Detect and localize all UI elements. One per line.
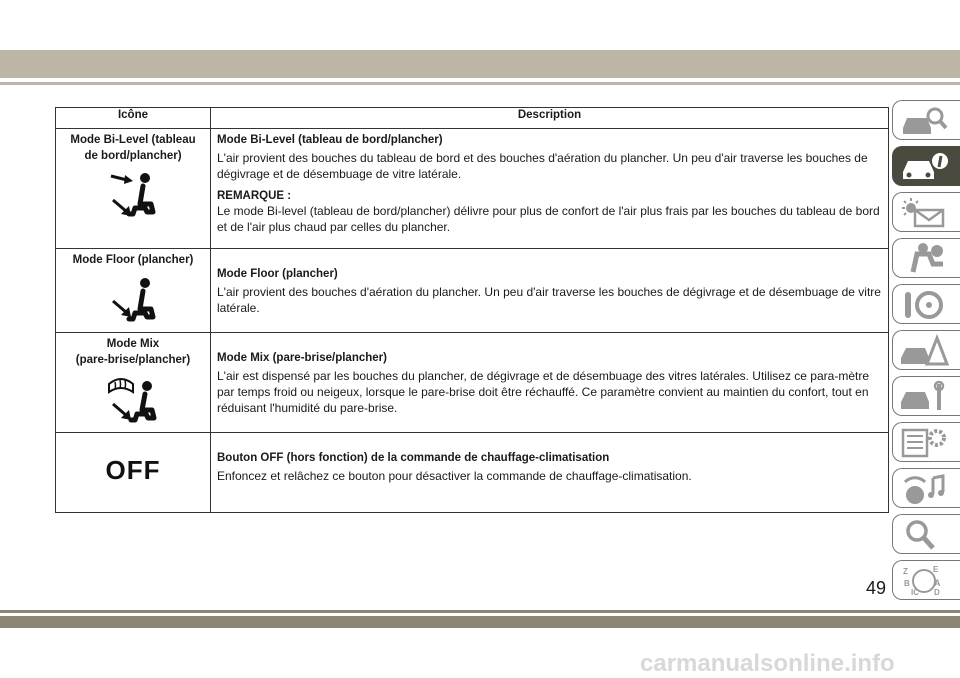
row-title: Bouton OFF (hors fonction) de la commande de chauffage-climatisation bbox=[217, 452, 610, 464]
floor-airflow-icon bbox=[107, 275, 159, 327]
index-letters-icon bbox=[899, 564, 949, 598]
svg-text:E: E bbox=[933, 565, 939, 574]
icon-cell bbox=[56, 433, 211, 513]
media-nav-icon bbox=[899, 472, 949, 506]
note-text: Le mode Bi-level (tableau de bord/plancher) délivre pour plus de confort de l'air plus frais par les bouches du tableau de bord et de l'air plus chaud par celles du plancher. bbox=[217, 204, 880, 234]
row-label: Mode Floor (plancher) bbox=[72, 254, 194, 266]
svg-text:D: D bbox=[934, 588, 940, 597]
watermark: carmanualsonline.info bbox=[640, 650, 895, 677]
mix-airflow-icon bbox=[107, 374, 159, 426]
description-cell bbox=[211, 433, 889, 513]
table-row bbox=[56, 249, 889, 333]
bottom-decor-line bbox=[0, 610, 960, 613]
page-number: 49 bbox=[866, 578, 887, 598]
tab-index[interactable] bbox=[892, 560, 960, 600]
top-decor-line bbox=[0, 82, 960, 85]
icon-cell bbox=[56, 333, 211, 433]
description-cell bbox=[211, 249, 889, 333]
row-label: de bord/plancher) bbox=[84, 149, 182, 162]
row-text: L'air provient des bouches du tableau de bord et des bouches d'aération du plancher. Un peu d'air traverse les bouches de dégivrage et de désembuage de vitre latérale. bbox=[217, 151, 868, 181]
row-text: Enfoncez et relâchez ce bouton pour désactiver la commande de chauffage-climatisation. bbox=[217, 469, 692, 484]
bi-level-airflow-icon bbox=[107, 170, 159, 222]
description-cell bbox=[211, 333, 889, 433]
tab-specs[interactable] bbox=[892, 422, 960, 462]
row-title: Mode Mix (pare-brise/plancher) bbox=[217, 352, 387, 364]
icon-cell bbox=[56, 249, 211, 333]
table-row bbox=[56, 433, 889, 513]
tab-seat-airbag[interactable] bbox=[892, 238, 960, 278]
row-title: Mode Floor (plancher) bbox=[217, 268, 338, 280]
tab-car-search[interactable] bbox=[892, 100, 960, 140]
seat-airbag-icon bbox=[899, 242, 949, 276]
tab-steering[interactable] bbox=[892, 284, 960, 324]
tab-warning-lights[interactable] bbox=[892, 192, 960, 232]
car-tools-icon bbox=[899, 380, 949, 414]
row-title: Mode Bi-Level (tableau de bord/plancher) bbox=[217, 134, 443, 146]
steering-wheel-key-icon bbox=[899, 288, 949, 322]
top-decor-band bbox=[0, 50, 960, 78]
table-row bbox=[56, 333, 889, 433]
svg-text:Z: Z bbox=[903, 567, 908, 576]
svg-text:B: B bbox=[904, 579, 910, 588]
car-info-icon bbox=[899, 150, 949, 184]
search-icon bbox=[899, 518, 949, 552]
row-label: Mode Bi-Level (tableau bbox=[70, 134, 196, 146]
svg-text:IC: IC bbox=[911, 588, 919, 597]
tab-maintenance[interactable] bbox=[892, 376, 960, 416]
climate-modes-table bbox=[55, 107, 889, 513]
table-header-row bbox=[56, 108, 889, 129]
list-settings-icon bbox=[899, 426, 949, 460]
icon-cell bbox=[56, 129, 211, 249]
tab-hazard[interactable] bbox=[892, 330, 960, 370]
row-text: L'air provient des bouches d'aération du plancher. Un peu d'air traverse les bouches de dégivrage et de désembuage de vitre latérale. bbox=[217, 285, 881, 315]
table-row bbox=[56, 129, 889, 249]
row-label: (pare-brise/plancher) bbox=[75, 353, 191, 366]
note-title: REMARQUE : bbox=[217, 189, 292, 202]
off-button-icon: OFF bbox=[105, 455, 161, 485]
tab-search[interactable] bbox=[892, 514, 960, 554]
tab-multimedia[interactable] bbox=[892, 468, 960, 508]
svg-text:A: A bbox=[934, 578, 941, 588]
car-search-icon bbox=[899, 104, 949, 138]
tab-car-info[interactable] bbox=[892, 146, 960, 186]
row-text: L'air est dispensé par les bouches du plancher, de dégivrage et de désembuage des vitres latérales. Utilisez ce para-mètre par temps froid ou neigeux, lorsque le pare-brise doit être réchauffé. Ce paramètre convient au maintien du confort, tout en réduisant l'humidité du pare-brise. bbox=[217, 369, 869, 415]
bottom-decor-band bbox=[0, 616, 960, 628]
header-description: Description bbox=[211, 108, 889, 129]
header-icon: Icône bbox=[56, 108, 211, 129]
row-label: Mode Mix bbox=[106, 338, 160, 350]
car-hazard-icon bbox=[899, 334, 949, 368]
warning-light-message-icon bbox=[899, 196, 949, 230]
description-cell bbox=[211, 129, 889, 249]
